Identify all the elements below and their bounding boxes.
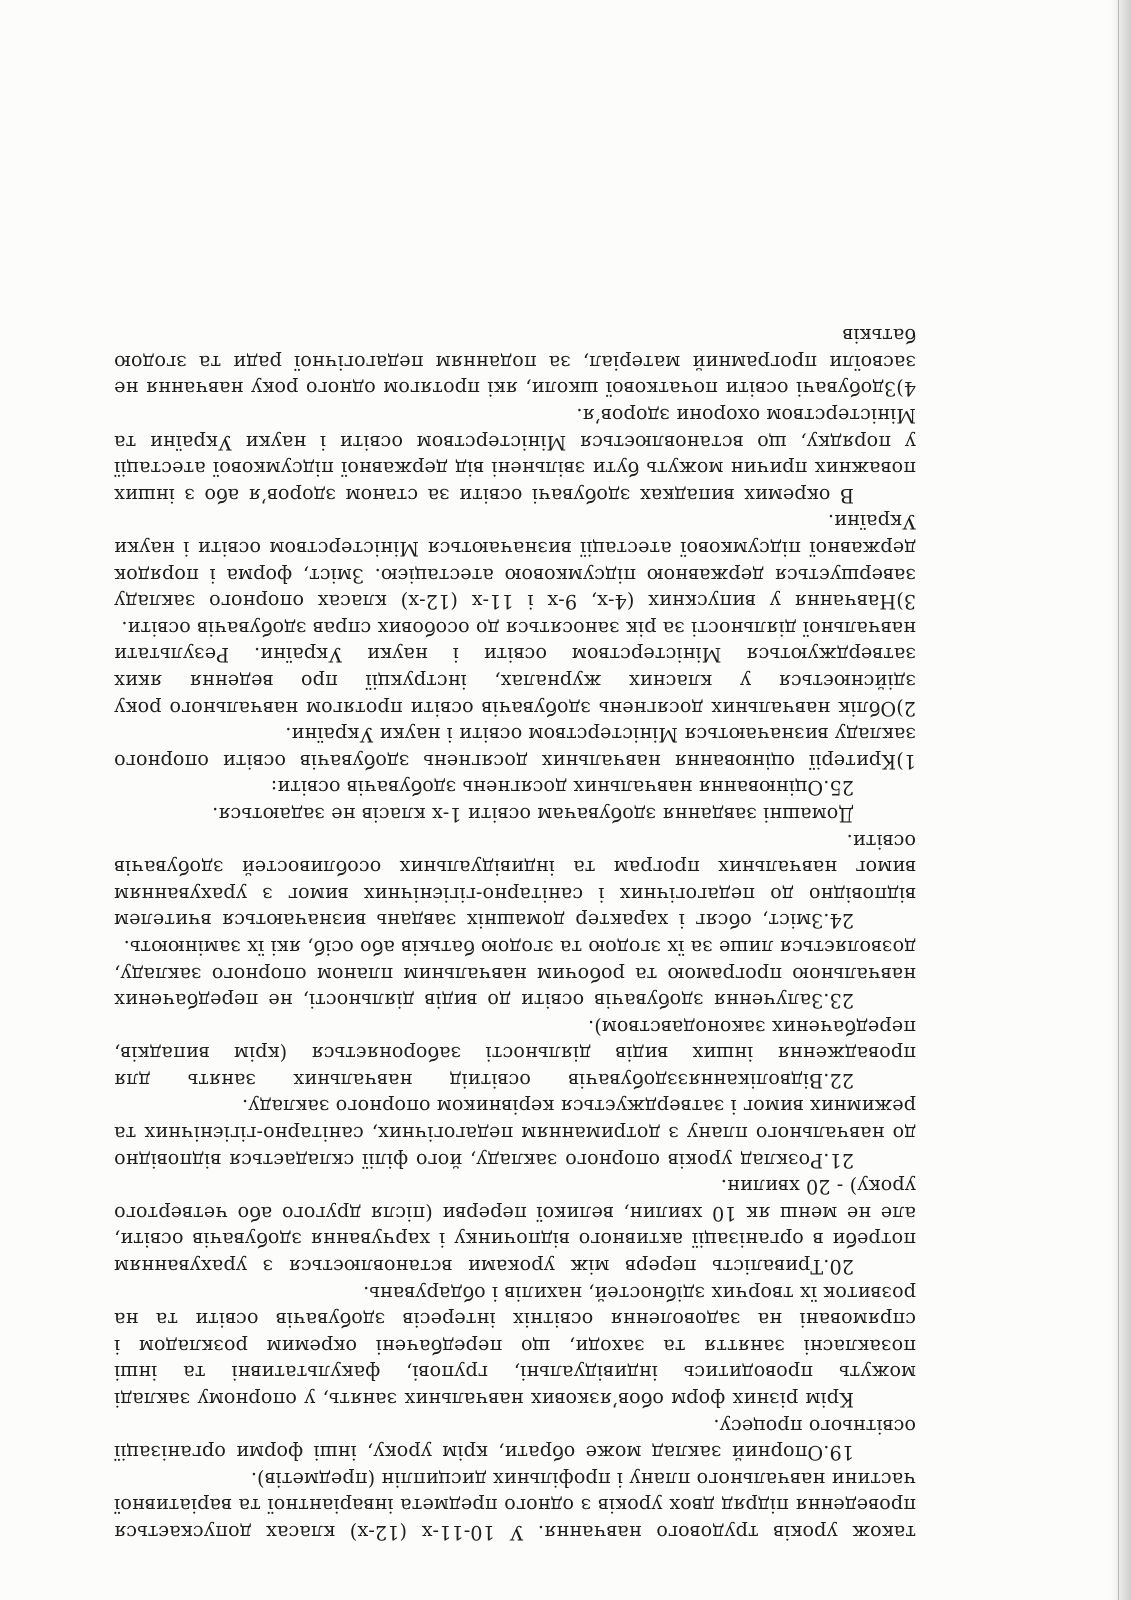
paragraph-24-homework: 24.Зміст, обсяг і характер домашніх завдань визначаються вчителем відповідно до педагогічних і санітарно-гігієнічних вимог з урахуванням вимог навчальних програм та індивідуальних особливостей здобувачів освіти. [114, 829, 916, 933]
paragraph-20-breaks: 20.Тривалість перерв між уроками встановлюється з урахуванням потреби в організації активного відпочинку і харчування здобувачів освіти, але не менш як 10 хвилин, великої перерви (після другого або четвертого уроку) - 20 хвилин. [114, 1175, 916, 1279]
document-body [114, 322, 916, 1545]
paragraph-extracurricular: Крім різних форм обов’язкових навчальних занять, у опорному закладі можуть проводитись індивідуальні, групові, факультативні та інші позакласні заняття та заходи, що передбачені окремим розкладом і спрямовані на задоволення освітніх інтересів здобувачів освіти та на розвиток їх творчих здібностей, нахилів і обдарувань. [114, 1281, 916, 1412]
paragraph-25-item-2: 2)Облік навчальних досягнень здобувачів освіти протягом навчального року здійснюється у класних журналах, інструкції про ведення яких затверджуються Міністерством освіти і науки України. Результати навчальної діяльності за рік заносяться до особових справ здобувачів освіти. [114, 616, 916, 720]
paragraph-homework-first-grade: Домашні завдання здобувачам освіти 1-х класів не задаються. [212, 802, 854, 826]
paragraph-lessons-continuation: також уроків трудового навчання. У 10-11-х (12-х) класах допускається проведення підряд двох уроків з одного предмета інваріантної та варіативної частини навчального плану і профільних дисциплін (предметів). [114, 1467, 916, 1544]
paragraph-22-distraction: 22.Відволіканнязздобувачів освітиід навчальних занять для провадження інших видів діяльності забороняється (крім випадків, передбачених законодавством). [114, 1015, 916, 1092]
paragraph-exemption: В окремих випадках здобувачі освіти за станом здоров’я або з інших поважних причин можуть бути звільнені від державної підсумкової атестації у порядку, що встановлюється Міністерством освіти і науки України та Міністерством охорони здоров’я. [114, 404, 916, 507]
paragraph-19-forms-of-organization: 19.Опорний заклад може обрати, крім уроку, інші форми організації освітнього процесу. [114, 1414, 916, 1465]
paragraph-25-item-1: 1)Критерії оцінювання навчальних досягнень здобувачів освіти опорного закладу визначаються Міністерством освіти і науки України. [114, 723, 916, 773]
paragraph-23-involvement: 23.Залучення здобувачів освіти до видів діяльності, не передбачених навчальною програмою та робочим навчальним планом опорного закладу, дозволяється лише за їх згодою та згодою батьків або осіб, які їх замінюють. [114, 935, 916, 1013]
paragraph-25-item-4: 4)Здобувачі освіти початкової школи, які протягом одного року навчання не засвоїли програмний матеріал, за поданням педагогічної ради та згодою батьків [114, 324, 916, 401]
paragraph-21-schedule: 21.Розклад уроків опорного закладу, його філії складається відповідно до навчального плану з дотриманням педагогічних, санітарно-гігієнічних та режимних вимог і затверджується керівником опорного закладу. [114, 1095, 916, 1172]
paragraph-25-assessment: 25.Оцінювання навчальних досягнень здобувачів освіти: [270, 776, 854, 800]
paragraph-25-item-3: 3)Навчання у випускних (4-х, 9-х і 11-х (12-х) класах опорного закладу завершується державною підсумковою атестацією. Зміст, форма і порядок державної підсумкової атестації визначаються Міністерством освіти і науки України. [114, 510, 916, 614]
